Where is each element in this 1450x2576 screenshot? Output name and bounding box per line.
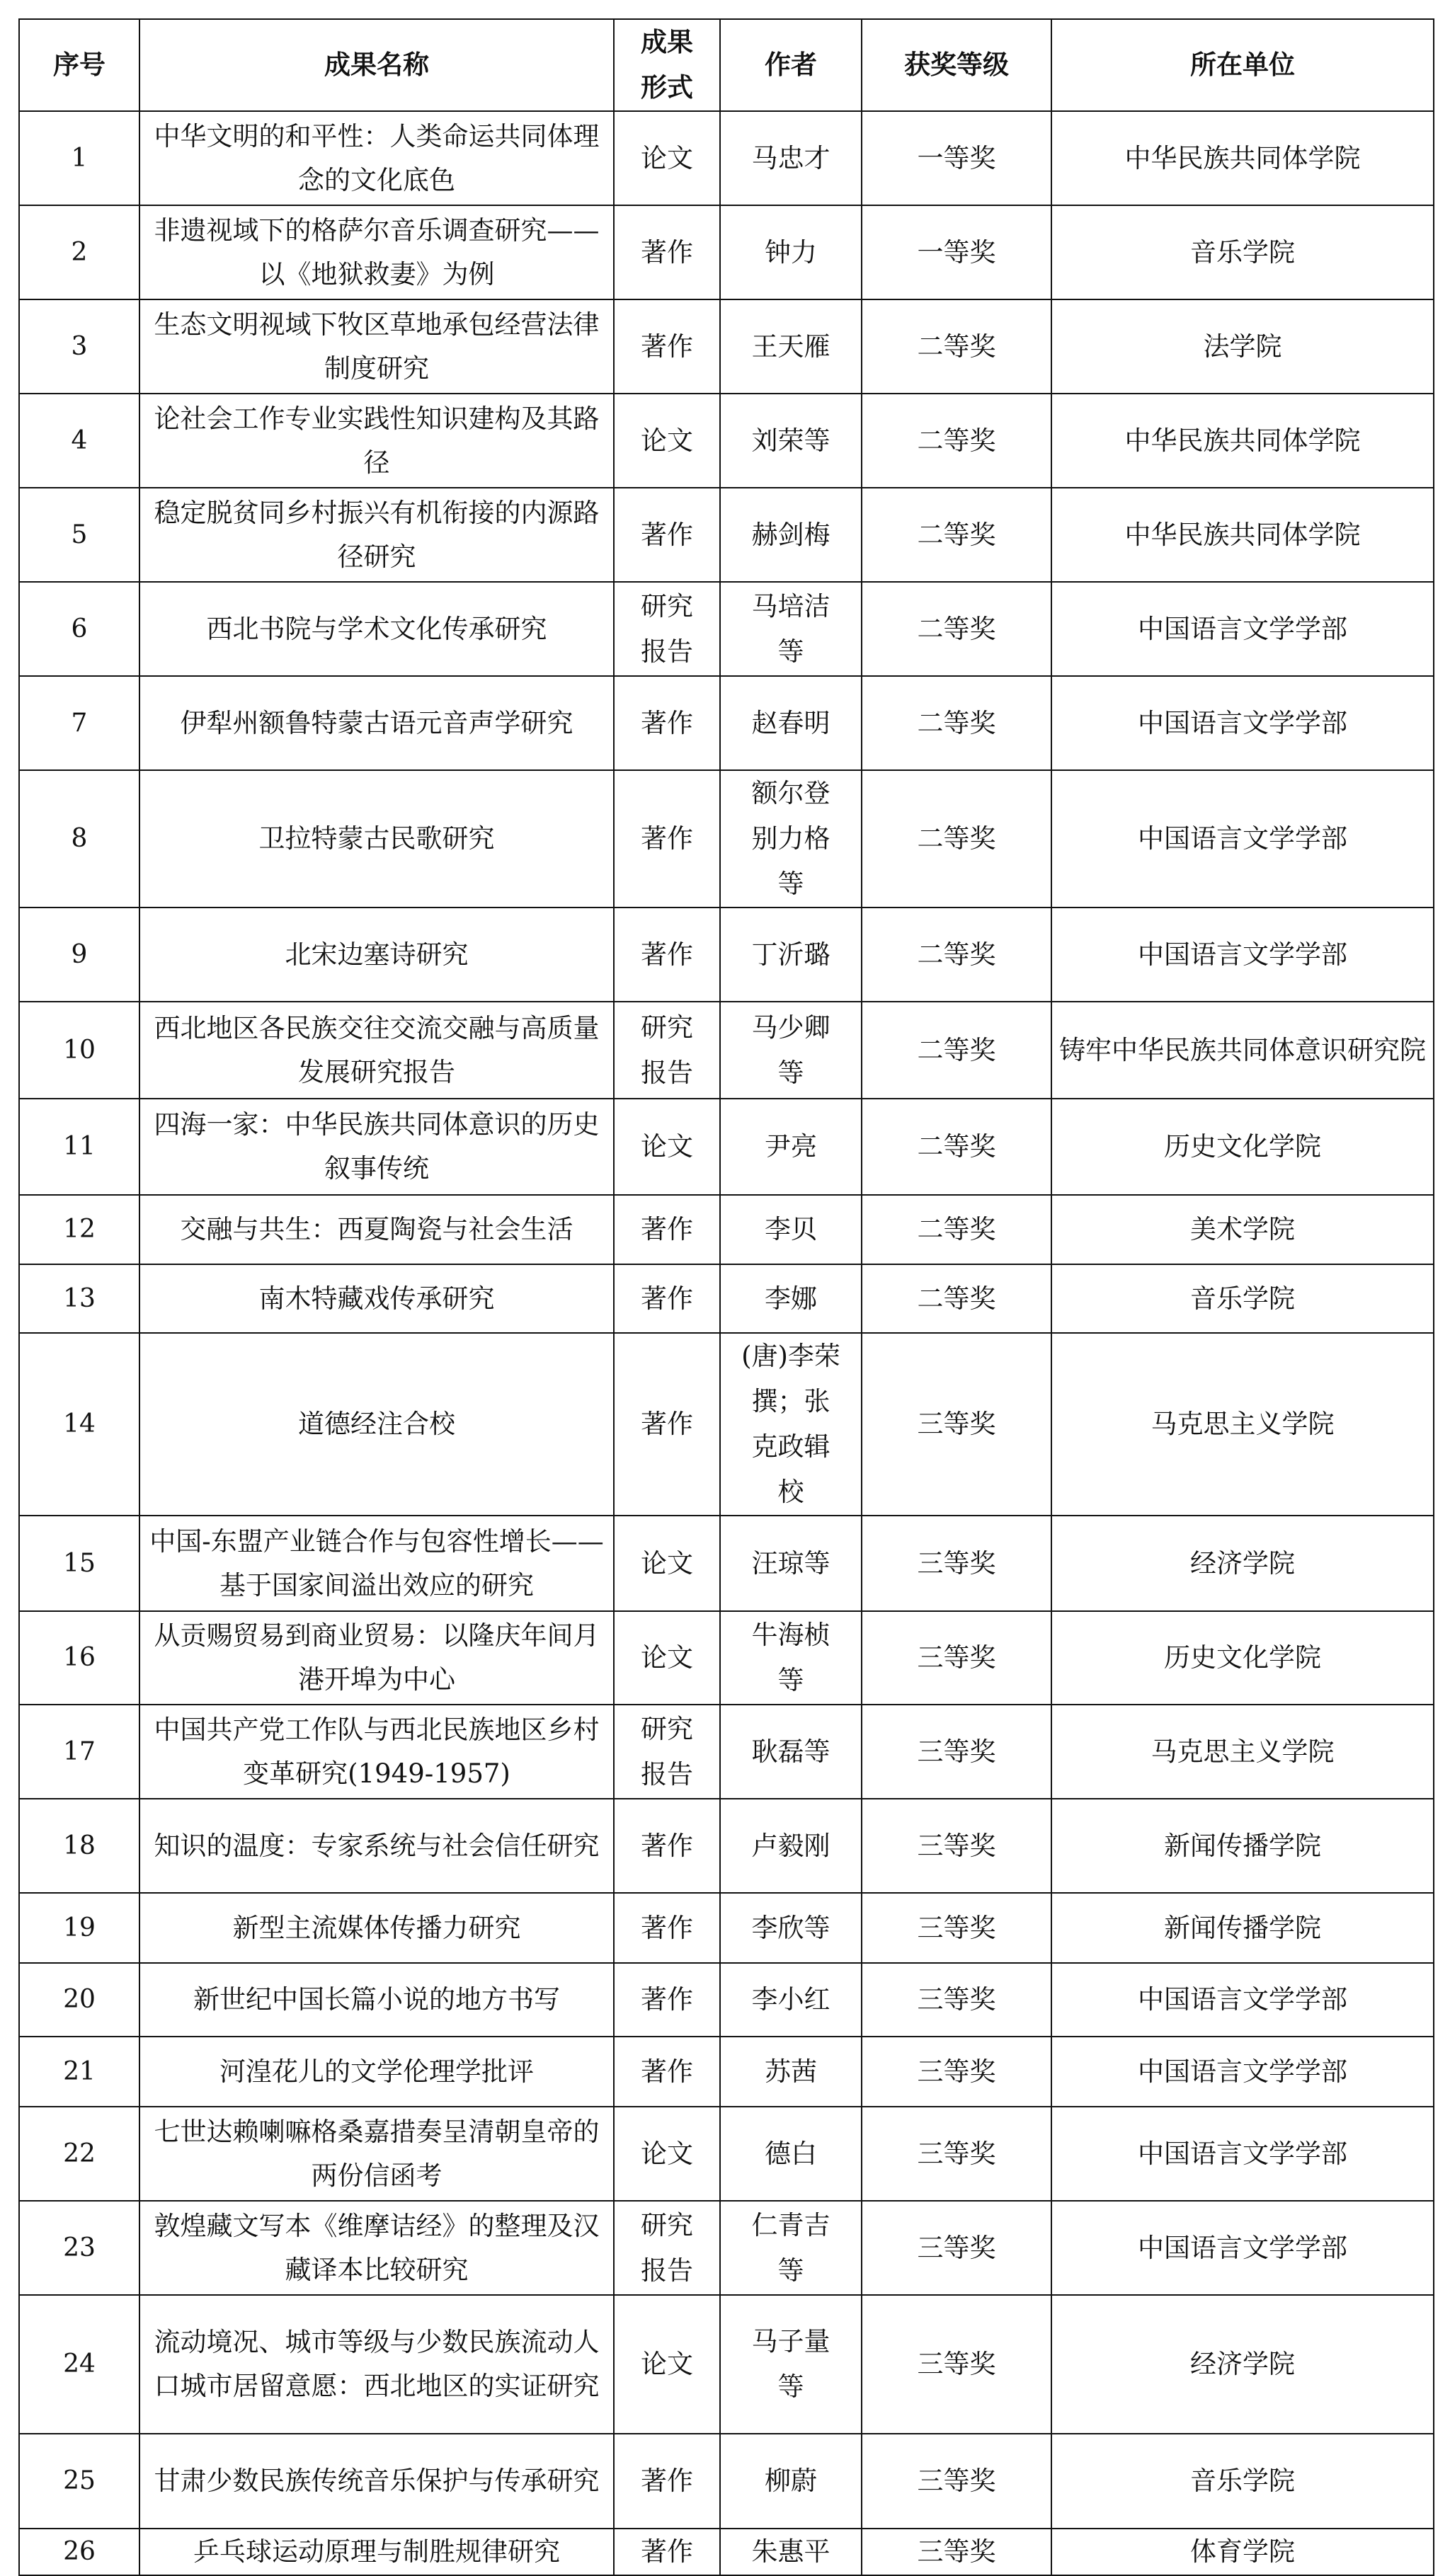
cell-author: 王天雁	[720, 299, 862, 394]
cell-form: 著作	[614, 1893, 720, 1963]
table-row	[19, 2037, 1434, 2107]
table-row	[19, 299, 1434, 394]
cell-form: 论文	[614, 2295, 720, 2434]
cell-title: 七世达赖喇嘛格桑嘉措奏呈清朝皇帝的两份信函考	[139, 2107, 614, 2201]
cell-award: 三等奖	[862, 2529, 1051, 2575]
cell-unit: 中华民族共同体学院	[1051, 111, 1434, 205]
cell-form: 研究报告	[614, 1002, 720, 1099]
cell-author: 李欣等	[720, 1893, 862, 1963]
cell-no: 8	[19, 770, 139, 908]
cell-author: 仁青吉等	[720, 2201, 862, 2295]
table-row	[19, 1099, 1434, 1195]
cell-author: 李小红	[720, 1963, 862, 2037]
cell-form: 著作	[614, 2037, 720, 2107]
cell-author: 柳蔚	[720, 2434, 862, 2529]
cell-form: 著作	[614, 676, 720, 770]
cell-unit: 中国语言文学学部	[1051, 676, 1434, 770]
cell-form: 著作	[614, 2434, 720, 2529]
cell-no: 4	[19, 394, 139, 488]
header-author: 作者	[720, 19, 862, 111]
cell-award: 三等奖	[862, 1611, 1051, 1705]
cell-no: 18	[19, 1799, 139, 1893]
table-row	[19, 770, 1434, 908]
cell-award: 三等奖	[862, 2434, 1051, 2529]
cell-unit: 中国语言文学学部	[1051, 2201, 1434, 2295]
cell-form: 著作	[614, 488, 720, 582]
cell-unit: 历史文化学院	[1051, 1611, 1434, 1705]
cell-award: 三等奖	[862, 1705, 1051, 1799]
cell-title: 四海一家：中华民族共同体意识的历史叙事传统	[139, 1099, 614, 1195]
table-row	[19, 1516, 1434, 1611]
table-row	[19, 2529, 1434, 2575]
table-row	[19, 2107, 1434, 2201]
table-body	[19, 111, 1434, 2575]
cell-no: 6	[19, 582, 139, 676]
cell-form: 论文	[614, 394, 720, 488]
cell-author: 刘荣等	[720, 394, 862, 488]
table-row	[19, 1611, 1434, 1705]
cell-form: 论文	[614, 1516, 720, 1611]
cell-author: 尹亮	[720, 1099, 862, 1195]
cell-form: 著作	[614, 299, 720, 394]
cell-award: 三等奖	[862, 1963, 1051, 2037]
cell-unit: 法学院	[1051, 299, 1434, 394]
cell-title: 知识的温度：专家系统与社会信任研究	[139, 1799, 614, 1893]
cell-no: 1	[19, 111, 139, 205]
cell-unit: 马克思主义学院	[1051, 1705, 1434, 1799]
cell-no: 3	[19, 299, 139, 394]
table-row	[19, 1799, 1434, 1893]
cell-no: 26	[19, 2529, 139, 2575]
cell-author: 额尔登别力格等	[720, 770, 862, 908]
cell-title: 卫拉特蒙古民歌研究	[139, 770, 614, 908]
cell-unit: 体育学院	[1051, 2529, 1434, 2575]
cell-unit: 中国语言文学学部	[1051, 582, 1434, 676]
cell-title: 非遗视域下的格萨尔音乐调查研究——以《地狱救妻》为例	[139, 205, 614, 299]
cell-title: 西北地区各民族交往交流交融与高质量发展研究报告	[139, 1002, 614, 1099]
cell-no: 7	[19, 676, 139, 770]
cell-author: 赵春明	[720, 676, 862, 770]
cell-no: 23	[19, 2201, 139, 2295]
cell-form: 著作	[614, 2529, 720, 2575]
cell-author: 赫剑梅	[720, 488, 862, 582]
cell-award: 一等奖	[862, 205, 1051, 299]
cell-form: 著作	[614, 1264, 720, 1333]
cell-title: 甘肃少数民族传统音乐保护与传承研究	[139, 2434, 614, 2529]
cell-award: 二等奖	[862, 488, 1051, 582]
table-row	[19, 205, 1434, 299]
cell-unit: 中国语言文学学部	[1051, 2107, 1434, 2201]
cell-no: 10	[19, 1002, 139, 1099]
cell-title: 流动境况、城市等级与少数民族流动人口城市居留意愿：西北地区的实证研究	[139, 2295, 614, 2434]
cell-unit: 铸牢中华民族共同体意识研究院	[1051, 1002, 1434, 1099]
cell-award: 二等奖	[862, 908, 1051, 1002]
cell-no: 12	[19, 1195, 139, 1264]
cell-unit: 音乐学院	[1051, 1264, 1434, 1333]
table-row	[19, 1195, 1434, 1264]
cell-no: 14	[19, 1333, 139, 1516]
cell-title: 中国-东盟产业链合作与包容性增长——基于国家间溢出效应的研究	[139, 1516, 614, 1611]
cell-unit: 新闻传播学院	[1051, 1799, 1434, 1893]
cell-title: 南木特藏戏传承研究	[139, 1264, 614, 1333]
cell-unit: 中国语言文学学部	[1051, 770, 1434, 908]
table-row	[19, 1264, 1434, 1333]
header-title: 成果名称	[139, 19, 614, 111]
cell-no: 25	[19, 2434, 139, 2529]
cell-title: 北宋边塞诗研究	[139, 908, 614, 1002]
cell-award: 二等奖	[862, 1099, 1051, 1195]
table-row	[19, 1333, 1434, 1516]
cell-title: 从贡赐贸易到商业贸易：以隆庆年间月港开埠为中心	[139, 1611, 614, 1705]
header-form: 成果形式	[614, 19, 720, 111]
cell-award: 二等奖	[862, 394, 1051, 488]
cell-award: 三等奖	[862, 1516, 1051, 1611]
table-row	[19, 1963, 1434, 2037]
cell-form: 研究报告	[614, 582, 720, 676]
cell-author: 马忠才	[720, 111, 862, 205]
table-row	[19, 908, 1434, 1002]
cell-unit: 马克思主义学院	[1051, 1333, 1434, 1516]
cell-title: 交融与共生：西夏陶瓷与社会生活	[139, 1195, 614, 1264]
cell-award: 三等奖	[862, 2037, 1051, 2107]
cell-title: 中国共产党工作队与西北民族地区乡村变革研究(1949-1957)	[139, 1705, 614, 1799]
cell-unit: 美术学院	[1051, 1195, 1434, 1264]
table-row	[19, 2434, 1434, 2529]
cell-author: 钟力	[720, 205, 862, 299]
cell-unit: 音乐学院	[1051, 2434, 1434, 2529]
cell-title: 新世纪中国长篇小说的地方书写	[139, 1963, 614, 2037]
cell-form: 论文	[614, 111, 720, 205]
cell-unit: 中国语言文学学部	[1051, 1963, 1434, 2037]
cell-award: 二等奖	[862, 299, 1051, 394]
cell-title: 新型主流媒体传播力研究	[139, 1893, 614, 1963]
cell-title: 伊犁州额鲁特蒙古语元音声学研究	[139, 676, 614, 770]
cell-unit: 历史文化学院	[1051, 1099, 1434, 1195]
cell-award: 三等奖	[862, 1893, 1051, 1963]
cell-no: 2	[19, 205, 139, 299]
cell-title: 稳定脱贫同乡村振兴有机衔接的内源路径研究	[139, 488, 614, 582]
cell-author: 汪琼等	[720, 1516, 862, 1611]
cell-no: 21	[19, 2037, 139, 2107]
table-row	[19, 1002, 1434, 1099]
cell-no: 24	[19, 2295, 139, 2434]
cell-no: 5	[19, 488, 139, 582]
table-row	[19, 1893, 1434, 1963]
cell-award: 三等奖	[862, 1799, 1051, 1893]
header-award: 获奖等级	[862, 19, 1051, 111]
cell-form: 论文	[614, 1099, 720, 1195]
header-unit: 所在单位	[1051, 19, 1434, 111]
cell-no: 11	[19, 1099, 139, 1195]
cell-award: 二等奖	[862, 1195, 1051, 1264]
cell-title: 河湟花儿的文学伦理学批评	[139, 2037, 614, 2107]
cell-author: 朱惠平	[720, 2529, 862, 2575]
cell-no: 15	[19, 1516, 139, 1611]
cell-form: 论文	[614, 1611, 720, 1705]
cell-award: 三等奖	[862, 2107, 1051, 2201]
cell-no: 20	[19, 1963, 139, 2037]
cell-unit: 中华民族共同体学院	[1051, 394, 1434, 488]
cell-author: 马培洁等	[720, 582, 862, 676]
cell-form: 研究报告	[614, 1705, 720, 1799]
table-row	[19, 582, 1434, 676]
cell-award: 二等奖	[862, 582, 1051, 676]
cell-unit: 中华民族共同体学院	[1051, 488, 1434, 582]
cell-author: 苏茜	[720, 2037, 862, 2107]
cell-form: 研究报告	[614, 2201, 720, 2295]
cell-award: 一等奖	[862, 111, 1051, 205]
header-row	[19, 19, 1434, 111]
cell-form: 著作	[614, 770, 720, 908]
cell-author: 牛海桢等	[720, 1611, 862, 1705]
cell-form: 论文	[614, 2107, 720, 2201]
cell-unit: 经济学院	[1051, 1516, 1434, 1611]
cell-form: 著作	[614, 1963, 720, 2037]
cell-author: 卢毅刚	[720, 1799, 862, 1893]
cell-form: 著作	[614, 908, 720, 1002]
cell-title: 生态文明视域下牧区草地承包经营法律制度研究	[139, 299, 614, 394]
cell-author: 马少卿等	[720, 1002, 862, 1099]
cell-author: 丁沂璐	[720, 908, 862, 1002]
table-row	[19, 111, 1434, 205]
cell-no: 16	[19, 1611, 139, 1705]
cell-award: 二等奖	[862, 1264, 1051, 1333]
cell-author: 马子量等	[720, 2295, 862, 2434]
cell-award: 二等奖	[862, 676, 1051, 770]
cell-unit: 中国语言文学学部	[1051, 2037, 1434, 2107]
cell-no: 9	[19, 908, 139, 1002]
table-row	[19, 488, 1434, 582]
cell-award: 三等奖	[862, 2295, 1051, 2434]
cell-unit: 新闻传播学院	[1051, 1893, 1434, 1963]
cell-award: 二等奖	[862, 1002, 1051, 1099]
cell-award: 三等奖	[862, 2201, 1051, 2295]
cell-form: 著作	[614, 1799, 720, 1893]
cell-unit: 经济学院	[1051, 2295, 1434, 2434]
table-row	[19, 394, 1434, 488]
cell-author: 德白	[720, 2107, 862, 2201]
awards-table	[18, 18, 1434, 2576]
table-row	[19, 2201, 1434, 2295]
table-row	[19, 676, 1434, 770]
cell-no: 13	[19, 1264, 139, 1333]
cell-form: 著作	[614, 1195, 720, 1264]
cell-author: 耿磊等	[720, 1705, 862, 1799]
table-row	[19, 2295, 1434, 2434]
cell-form: 著作	[614, 1333, 720, 1516]
cell-author: 李贝	[720, 1195, 862, 1264]
cell-author: 李娜	[720, 1264, 862, 1333]
cell-title: 乒乓球运动原理与制胜规律研究	[139, 2529, 614, 2575]
header-no: 序号	[19, 19, 139, 111]
cell-title: 敦煌藏文写本《维摩诘经》的整理及汉藏译本比较研究	[139, 2201, 614, 2295]
cell-title: 道德经注合校	[139, 1333, 614, 1516]
cell-unit: 中国语言文学学部	[1051, 908, 1434, 1002]
cell-award: 三等奖	[862, 1333, 1051, 1516]
cell-no: 19	[19, 1893, 139, 1963]
cell-title: 论社会工作专业实践性知识建构及其路径	[139, 394, 614, 488]
cell-title: 中华文明的和平性：人类命运共同体理念的文化底色	[139, 111, 614, 205]
cell-form: 著作	[614, 205, 720, 299]
cell-unit: 音乐学院	[1051, 205, 1434, 299]
cell-no: 22	[19, 2107, 139, 2201]
cell-no: 17	[19, 1705, 139, 1799]
cell-author: (唐)李荣撰；张克政辑校	[720, 1333, 862, 1516]
table-row	[19, 1705, 1434, 1799]
cell-award: 二等奖	[862, 770, 1051, 908]
cell-title: 西北书院与学术文化传承研究	[139, 582, 614, 676]
